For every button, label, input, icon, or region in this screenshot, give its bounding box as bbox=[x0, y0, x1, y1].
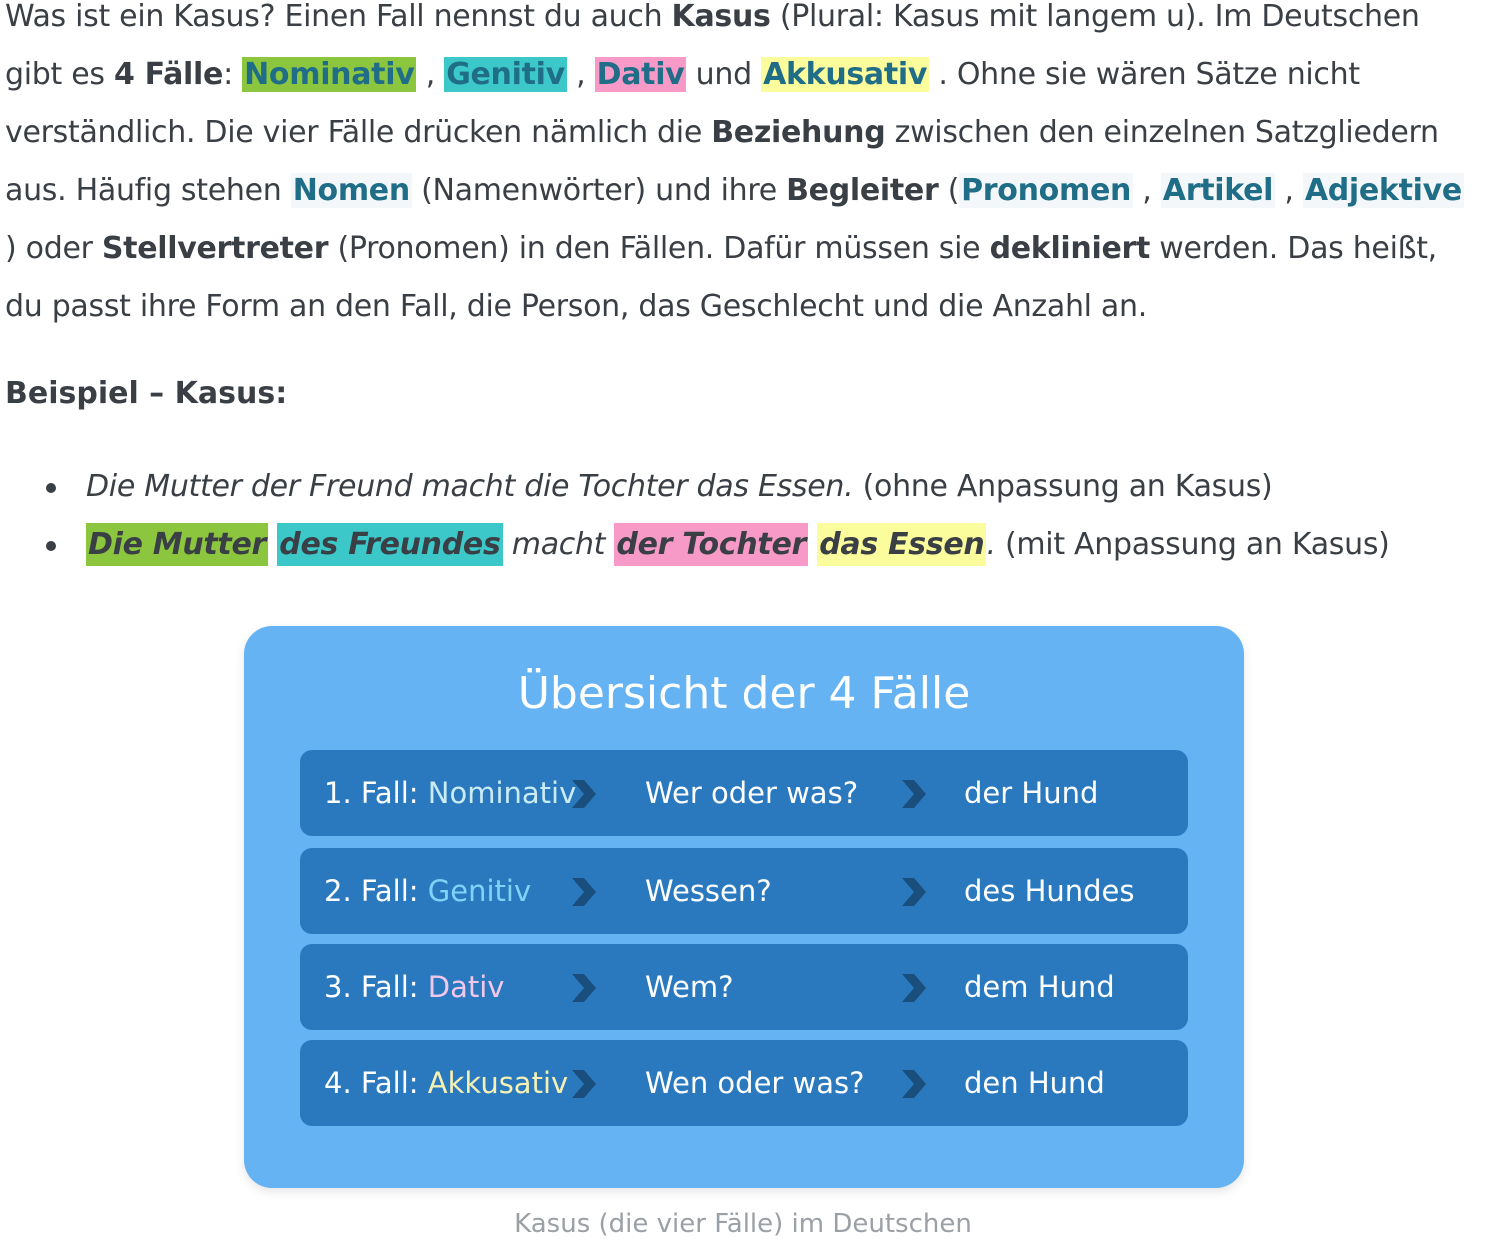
case-name: Akkusativ bbox=[427, 1066, 569, 1100]
text: und bbox=[686, 57, 762, 92]
chevron-right-icon bbox=[900, 878, 926, 906]
link-nominativ[interactable]: Nominativ bbox=[244, 57, 415, 92]
text: , bbox=[1275, 173, 1303, 208]
case-row-genitiv bbox=[300, 848, 1188, 934]
case-row-akkusativ bbox=[300, 1040, 1188, 1126]
link-genitiv[interactable]: Genitiv bbox=[446, 57, 565, 92]
chevron-right-icon bbox=[570, 878, 596, 906]
case-number: 1. Fall: bbox=[324, 776, 428, 810]
example-note: (ohne Anpassung an Kasus) bbox=[853, 469, 1273, 504]
chevron-right-icon bbox=[900, 974, 926, 1002]
chevron-right-icon bbox=[570, 974, 596, 1002]
intro-paragraph bbox=[5, 0, 1481, 336]
term-dekliniert: dekliniert bbox=[989, 231, 1151, 266]
case-question: Wer oder was? bbox=[645, 776, 859, 810]
case-example: den Hund bbox=[964, 1066, 1105, 1100]
case-label bbox=[324, 944, 504, 1030]
example-akkusativ: das Essen bbox=[817, 523, 986, 566]
example-period: . bbox=[986, 527, 996, 562]
chevron-right-icon bbox=[570, 780, 596, 808]
link-dativ[interactable]: Dativ bbox=[596, 57, 685, 92]
list-item bbox=[40, 458, 1480, 516]
text: zwischen den einzelnen Satzgliedern aus. Häufig stehen bbox=[5, 115, 1439, 208]
case-example: des Hundes bbox=[964, 874, 1135, 908]
text: ) oder bbox=[5, 231, 102, 266]
case-question: Wessen? bbox=[645, 874, 772, 908]
text: ( bbox=[938, 173, 960, 208]
case-question: Wen oder was? bbox=[645, 1066, 865, 1100]
link-nomen[interactable]: Nomen bbox=[292, 173, 410, 208]
case-example: dem Hund bbox=[964, 970, 1115, 1004]
example-nominativ: Die Mutter bbox=[86, 523, 268, 566]
example-sentence-wrong: Die Mutter der Freund macht die Tochter das Essen. bbox=[86, 469, 854, 504]
chevron-right-icon bbox=[900, 780, 926, 808]
link-adjektive[interactable]: Adjektive bbox=[1304, 173, 1462, 208]
cases-overview-figure bbox=[244, 626, 1244, 1188]
example-dativ: der Tochter bbox=[614, 523, 808, 566]
link-pronomen[interactable]: Pronomen bbox=[961, 173, 1132, 208]
text: . Ohne sie wären Sätze nicht verständlich. Die vier Fälle drücken nämlich die bbox=[5, 57, 1360, 150]
list-item bbox=[40, 516, 1480, 574]
term-vier-faelle: 4 Fälle bbox=[113, 57, 224, 92]
link-artikel[interactable]: Artikel bbox=[1162, 173, 1274, 208]
example-heading: Beispiel – Kasus: bbox=[5, 376, 288, 411]
case-name: Dativ bbox=[427, 970, 505, 1004]
link-akkusativ[interactable]: Akkusativ bbox=[763, 57, 928, 92]
example-list bbox=[40, 458, 1480, 574]
term-begleiter: Begleiter bbox=[786, 173, 939, 208]
text: (Namenwörter) und ihre bbox=[411, 173, 787, 208]
term-kasus: Kasus bbox=[671, 0, 771, 34]
case-name: Nominativ bbox=[427, 776, 577, 810]
case-name: Genitiv bbox=[427, 874, 532, 908]
case-label bbox=[324, 1040, 568, 1126]
example-verb: macht bbox=[502, 527, 615, 562]
text: : bbox=[223, 57, 243, 92]
case-row-nominativ bbox=[300, 750, 1188, 836]
bullet-icon bbox=[46, 483, 56, 493]
case-question: Wem? bbox=[645, 970, 734, 1004]
text: (Pronomen) in den Fällen. Dafür müssen sie bbox=[328, 231, 990, 266]
chevron-right-icon bbox=[900, 1070, 926, 1098]
case-example: der Hund bbox=[964, 776, 1099, 810]
case-label bbox=[324, 750, 576, 836]
example-note: (mit Anpassung an Kasus) bbox=[995, 527, 1390, 562]
figure-title: Übersicht der 4 Fälle bbox=[517, 668, 971, 719]
text: , bbox=[416, 57, 445, 92]
text: (Plural: Kasus mit langem u). Im Deutschen gibt es bbox=[5, 0, 1420, 92]
text: Was ist ein Kasus? Einen Fall nennst du auch bbox=[5, 0, 672, 34]
term-beziehung: Beziehung bbox=[711, 115, 886, 150]
term-stellvertreter: Stellvertreter bbox=[101, 231, 329, 266]
chevron-right-icon bbox=[570, 1070, 596, 1098]
text: , bbox=[566, 57, 595, 92]
text: werden. Das heißt, du passt ihre Form an den Fall, die Person, das Geschlecht und die Anzahl an. bbox=[5, 231, 1437, 324]
bullet-icon bbox=[46, 541, 56, 551]
case-number: 2. Fall: bbox=[324, 874, 428, 908]
case-number: 4. Fall: bbox=[324, 1066, 428, 1100]
text: , bbox=[1133, 173, 1161, 208]
example-genitiv: des Freundes bbox=[277, 523, 502, 566]
case-label bbox=[324, 848, 531, 934]
case-number: 3. Fall: bbox=[324, 970, 428, 1004]
case-row-dativ bbox=[300, 944, 1188, 1030]
figure-caption: Kasus (die vier Fälle) im Deutschen bbox=[514, 1209, 972, 1239]
